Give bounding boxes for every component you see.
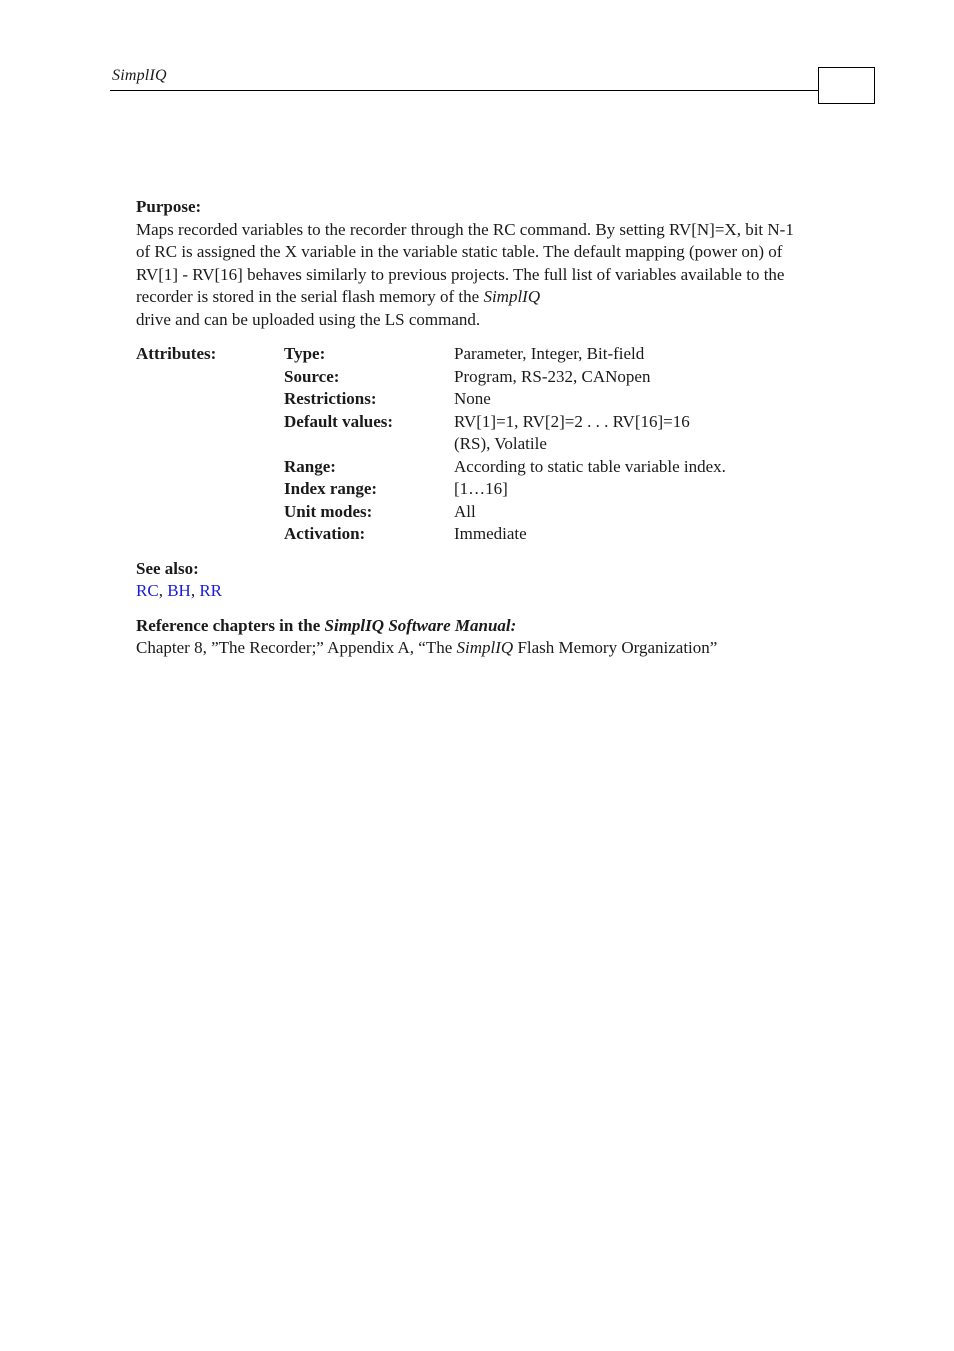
attr-key-restrictions: Restrictions: xyxy=(284,389,377,408)
attr-key-range: Range: xyxy=(284,456,336,476)
reference-heading-brand: SimplIQ xyxy=(324,615,385,635)
see-also-links xyxy=(136,580,812,603)
purpose-heading: Purpose: xyxy=(136,197,202,216)
reference-text xyxy=(136,637,812,660)
reference-section xyxy=(136,615,812,660)
attr-key-type: Type: xyxy=(284,344,326,363)
attr-key-activation: Activation: xyxy=(284,524,366,543)
attr-key-source: Source: xyxy=(284,366,340,386)
reference-text-brand: SimplIQ xyxy=(456,638,514,657)
attr-value-unit-modes: All xyxy=(454,501,476,521)
header-rule xyxy=(110,90,818,91)
attr-value-index-range: [1…16] xyxy=(454,479,508,498)
reference-text-part-2: Flash Memory Organization” xyxy=(513,638,718,657)
see-also-separator: , xyxy=(158,581,168,600)
purpose-brand: SimplIQ xyxy=(483,287,541,306)
attr-value-type: Parameter, Integer, Bit-field xyxy=(454,344,645,363)
reference-heading xyxy=(136,615,812,638)
document-body xyxy=(136,196,812,660)
attributes-heading: Attributes: xyxy=(136,344,217,363)
reference-text-part-1: Chapter 8, ”The Recorder;” Appendix A, “The xyxy=(136,638,457,657)
attr-value-default-values-line-1: RV[1]=1, RV[2]=2 . . . RV[16]=16 xyxy=(454,411,690,431)
attr-value-restrictions: None xyxy=(454,389,491,408)
see-also-heading: See also: xyxy=(136,558,199,578)
see-also-section xyxy=(136,558,812,603)
attributes-table xyxy=(136,343,812,546)
attr-value-default-values xyxy=(454,411,812,456)
purpose-section xyxy=(136,196,812,331)
link-bh[interactable]: BH xyxy=(167,581,191,600)
reference-heading-part-2: Software Manual: xyxy=(384,615,517,635)
purpose-text-part-2: drive and can be uploaded using the LS command. xyxy=(136,309,481,329)
purpose-text xyxy=(136,219,812,332)
attr-key-index-range: Index range: xyxy=(284,479,378,498)
attr-value-default-values-line-2: (RS), Volatile xyxy=(454,434,547,453)
attr-value-activation: Immediate xyxy=(454,524,527,543)
page-number-box xyxy=(818,67,875,104)
see-also-separator: , xyxy=(190,581,200,600)
link-rr[interactable]: RR xyxy=(199,581,222,600)
attr-key-unit-modes: Unit modes: xyxy=(284,501,373,521)
attr-key-default-values: Default values: xyxy=(284,411,394,431)
reference-heading-part-1: Reference chapters in the xyxy=(136,615,325,635)
attr-value-range: According to static table variable index. xyxy=(454,456,726,476)
link-rc[interactable]: RC xyxy=(136,581,159,600)
attr-value-source: Program, RS-232, CANopen xyxy=(454,366,651,386)
purpose-text-part-1: Maps recorded variables to the recorder through the RC command. By setting RV[N]=X, bit N-1 of RC is assigned the X variable in the variable static table. The default mapping (power on) of RV[1] - RV[16] behaves similarly to previous projects. The full list of variables available to the recorder is stored in the serial flash memory of the xyxy=(136,219,794,306)
running-header-title: SimplIQ xyxy=(112,67,167,84)
